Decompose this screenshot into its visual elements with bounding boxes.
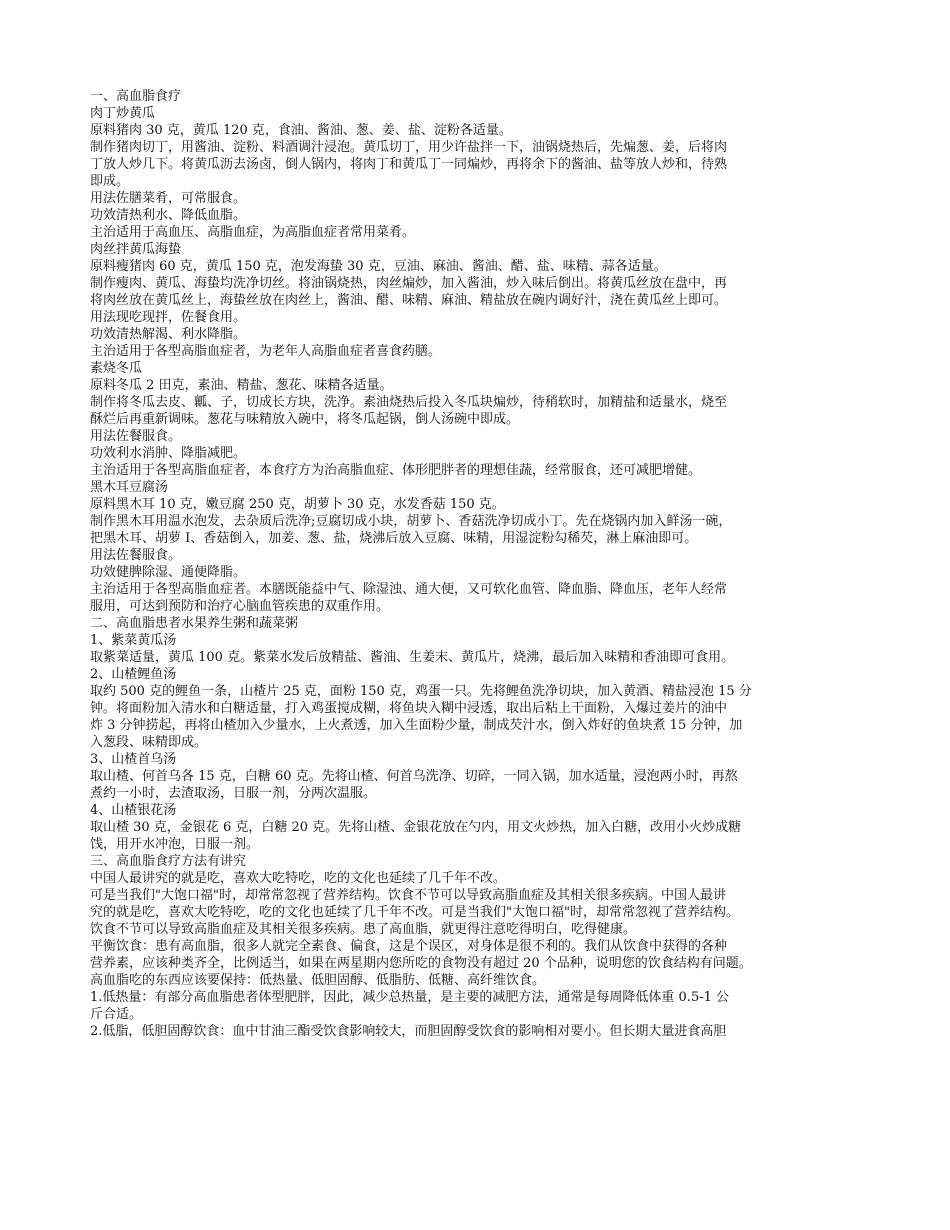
text-line: 制作黑木耳用温水泡发，去杂质后洗净;豆腐切成小块，胡萝卜、香菇洗净切成小丁。先在烧锅内加入鲜汤一碗， xyxy=(90,514,732,529)
document-body xyxy=(90,88,870,1040)
text-line: 原料猪肉 30 克，黄瓜 120 克，食油、酱油、葱、姜、盐、淀粉各适量。 xyxy=(90,123,512,138)
text-line: 原料黑木耳 10 克，嫩豆腐 250 克，胡萝卜 30 克，水发香菇 150 克。 xyxy=(90,497,505,512)
text-line: 可是当我们"大饱口福"时，却常常忽视了营养结构。饮食不节可以导致高脂血症及其相关很多疾病。中国人最讲 xyxy=(90,888,726,903)
text-line: 主治适用于高血压、高脂血症，为高脂血症者常用菜肴。 xyxy=(90,225,416,240)
text-line: 素烧冬瓜 xyxy=(90,361,143,376)
text-line: 肉丝拌黄瓜海蛰 xyxy=(90,242,182,257)
text-line: 二、高血脂患者水果养生粥和蔬菜粥 xyxy=(90,616,299,631)
text-line: 一、高血脂食疗 xyxy=(90,89,182,104)
text-line: 即成。 xyxy=(90,174,130,189)
text-line: 功效清热利水、降低血脂。 xyxy=(90,208,247,223)
text-line: 高血脂吃的东西应该要保持：低热量、低胆固醇、低脂肪、低糖、高纤维饮食。 xyxy=(90,973,546,988)
text-line: 主治适用于各型高脂血症者。本膳既能益中气、除湿浊、通大便，又可软化血管、降血脂、降血压，老年人经常 xyxy=(90,582,728,597)
text-line: 制作猪肉切丁，用酱油、淀粉、料酒调汁浸泡。黄瓜切丁，用少许盐拌一下，油锅烧热后，先煸葱、姜，后将肉 xyxy=(90,140,728,155)
text-line: 取紫菜适量，黄瓜 100 克。紫菜水发后放精盐、酱油、生姜末、黄瓜片，烧沸，最后加入味精和香油即可食用。 xyxy=(90,650,735,665)
text-line: 制作瘦肉、黄瓜、海蛰均洗净切丝。将油锅烧热，肉丝煸炒，加入酱油，炒入味后倒出。将黄瓜丝放在盘中，再 xyxy=(90,276,728,291)
text-line: 营养素，应该种类齐全，比例适当，如果在两星期内您所吃的食物没有超过 20 个品种，说明您的饮食结构有问题。 xyxy=(90,956,752,971)
text-line: 取山楂、何首乌各 15 克，白糖 60 克。先将山楂、何首乌洗净、切碎，一同入锅，加水适量，浸泡两小时，再熬 xyxy=(90,769,738,784)
text-line: 取约 500 克的鲤鱼一条，山楂片 25 克，面粉 150 克，鸡蛋一只。先将鲤鱼洗净切块，加入黄酒、精盐浸泡 15 分 xyxy=(90,684,752,699)
text-line: 功效利水消肿、降脂减肥。 xyxy=(90,446,247,461)
text-line: 斤合适。 xyxy=(90,1007,143,1022)
text-line: 用法佐餐服食。 xyxy=(90,548,182,563)
text-line: 肉丁炒黄瓜 xyxy=(90,106,156,121)
text-line: 究的就是吃，喜欢大吃特吃，吃的文化也延续了几千年不改。可是当我们"大饱口福"时，却常常忽视了营养结构。 xyxy=(90,905,739,920)
text-line: 将肉丝放在黄瓜丝上，海蛰丝放在肉丝上，酱油、醋、味精、麻油、精盐放在碗内调好汁，浇在黄瓜丝上即可。 xyxy=(90,293,728,308)
text-line: 平衡饮食：患有高血脂，很多人就完全素食、偏食，这是个误区，对身体是很不利的。我们从饮食中获得的各种 xyxy=(90,939,728,954)
text-line: 黑木耳豆腐汤 xyxy=(90,480,169,495)
text-line: 2、山楂鲤鱼汤 xyxy=(90,667,177,682)
text-line: 功效健脾除湿、通便降脂。 xyxy=(90,565,247,580)
text-line: 取山楂 30 克，金银花 6 克，白糖 20 克。先将山楂、金银花放在勺内，用文火炒热，加入白糖，改用小火炒成糖 xyxy=(90,820,742,835)
text-line: 2.低脂，低胆固醇饮食：血中甘油三酯受饮食影响较大，而胆固醇受饮食的影响相对要小。但长期大量进食高胆 xyxy=(90,1024,727,1039)
text-line: 4、山楂银花汤 xyxy=(90,803,177,818)
text-line: 饮食不节可以导致高脂血症及其相关很多疾病。患了高血脂，就更得注意吃得明白，吃得健康。 xyxy=(90,922,637,937)
text-line: 用法佐餐服食。 xyxy=(90,429,182,444)
text-line: 饯，用开水冲泡，日服一剂。 xyxy=(90,837,260,852)
text-line: 煮约一小时，去渣取汤，日服一剂，分两次温服。 xyxy=(90,786,377,801)
text-line: 主治适用于各型高脂血症者，本食疗方为治高脂血症、体形肥胖者的理想佳蔬，经常服食，还可减肥增健。 xyxy=(90,463,702,478)
text-line: 1.低热量：有部分高血脂患者体型肥胖，因此，减少总热量，是主要的减肥方法，通常是每周降低体重 0.5-1 公 xyxy=(90,990,730,1005)
text-line: 功效清热解渴、利水降脂。 xyxy=(90,327,247,342)
text-line: 服用，可达到预防和治疗心脑血管疾患的双重作用。 xyxy=(90,599,390,614)
text-line: 1、紫菜黄瓜汤 xyxy=(90,633,177,648)
text-line: 原料瘦猪肉 60 克，黄瓜 150 克，泡发海蛰 30 克，豆油、麻油、酱油、醋、盐、味精、蒜各适量。 xyxy=(90,259,667,274)
text-line: 钟。将面粉加入清水和白糖适量，打入鸡蛋搅成糊，将鱼块入糊中浸透，取出后粘上干面粉，入爆过姜片的油中 xyxy=(90,701,728,716)
text-line: 3、山楂首乌汤 xyxy=(90,752,177,767)
text-line: 丁放人炒几下。将黄瓜沥去汤卤，倒人锅内，将肉丁和黄瓜丁一同煸炒，再将余下的酱油、盐等放人炒和，待熟 xyxy=(90,157,728,172)
text-line: 原料冬瓜 2 田克，素油、精盐、葱花、味精各适量。 xyxy=(90,378,393,393)
text-line: 酥烂后再重新调味。葱花与味精放入碗中，将冬瓜起锅，倒人汤碗中即成。 xyxy=(90,412,520,427)
text-line: 三、高血脂食疗方法有讲究 xyxy=(90,854,247,869)
text-line: 炸 3 分钟捞起，再将山楂加入少量水，上火煮透，加入生面粉少量，制成芡汁水，倒入炸好的鱼块煮 15 分钟，加 xyxy=(90,718,743,733)
text-line: 把黑木耳、胡萝 I、香菇倒入，加姜、葱、盐，烧沸后放入豆腐、味精，用湿淀粉勾稀芡，淋上麻油即可。 xyxy=(90,531,698,546)
text-line: 用法佐膳菜肴，可常服食。 xyxy=(90,191,247,206)
text-line: 主治适用于各型高脂血症者，为老年人高脂血症者喜食药膳。 xyxy=(90,344,442,359)
text-line: 入葱段、味精即成。 xyxy=(90,735,208,750)
text-line: 中国人最讲究的就是吃，喜欢大吃特吃，吃的文化也延续了几千年不改。 xyxy=(90,871,507,886)
text-line: 用法现吃现拌，佐餐食用。 xyxy=(90,310,247,325)
text-line: 制作将冬瓜去皮、瓤、子，切成长方块，洗净。素油烧热后投入冬瓜块煸炒，待稍软时，加精盐和适量水，烧至 xyxy=(90,395,728,410)
